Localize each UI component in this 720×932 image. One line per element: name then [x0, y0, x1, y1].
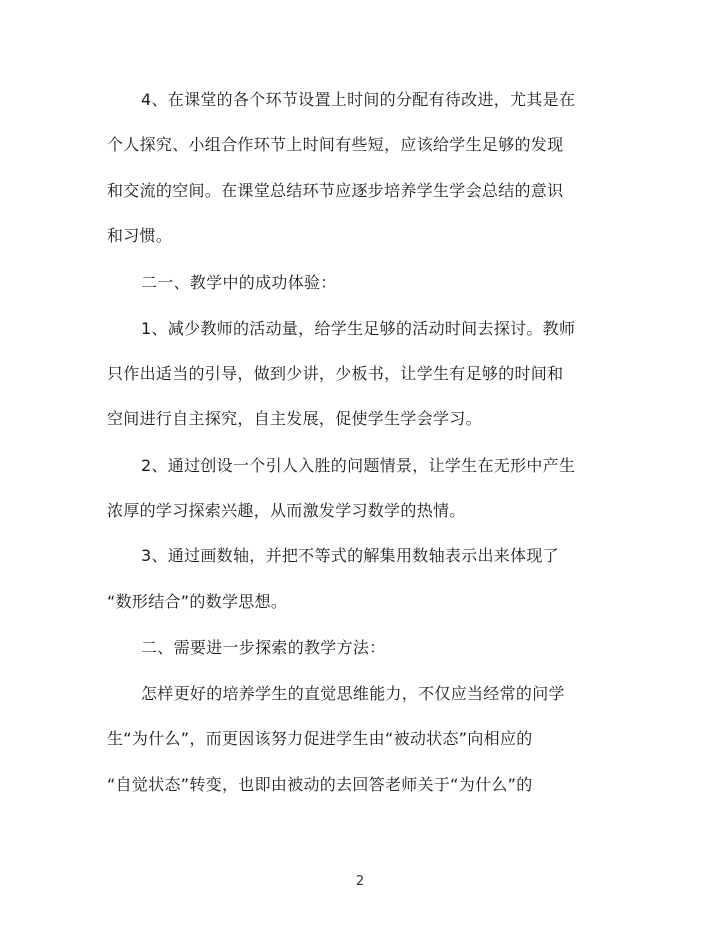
paragraph-line: “自觉状态”转变，也即由被动的去回答老师关于“为什么”的: [107, 775, 533, 794]
paragraph-line: 怎样更好的培养学生的直觉思维能力，不仅应当经常的问学: [141, 684, 565, 703]
paragraph-line: 1、减少教师的活动量，给学生足够的活动时间去探讨。教师: [141, 319, 576, 338]
paragraph-line: 空间进行自主探究，自主发展，促使学生学会学习。: [107, 409, 482, 428]
paragraph-line: 个人探究、小组合作环节上时间有些短，应该给学生足够的发现: [107, 135, 564, 154]
paragraph-line: “数形结合”的数学思想。: [107, 592, 288, 611]
paragraph-line: 3、通过画数轴，并把不等式的解集用数轴表示出来体现了: [141, 546, 559, 565]
page-number: 2: [355, 874, 365, 889]
paragraph-line: 2、通过创设一个引人入胜的问题情景，让学生在无形中产生: [141, 456, 576, 475]
paragraph-line: 4、在课堂的各个环节设置上时间的分配有待改进，尤其是在: [141, 90, 576, 109]
paragraph-line: 只作出适当的引导，做到少讲，少板书，让学生有足够的时间和: [107, 364, 564, 383]
paragraph-line: 生“为什么”，而更因该努力促进学生由“被动状态”向相应的: [107, 729, 533, 748]
paragraph-line: 和交流的空间。在课堂总结环节应逐步培养学生学会总结的意识: [107, 181, 564, 200]
section-heading: 二、需要进一步探索的教学方法：: [141, 638, 386, 657]
section-heading: 二一、教学中的成功体验：: [141, 273, 337, 292]
paragraph-line: 和习惯。: [107, 226, 173, 245]
paragraph-line: 浓厚的学习探索兴趣，从而激发学习数学的热情。: [107, 501, 466, 520]
